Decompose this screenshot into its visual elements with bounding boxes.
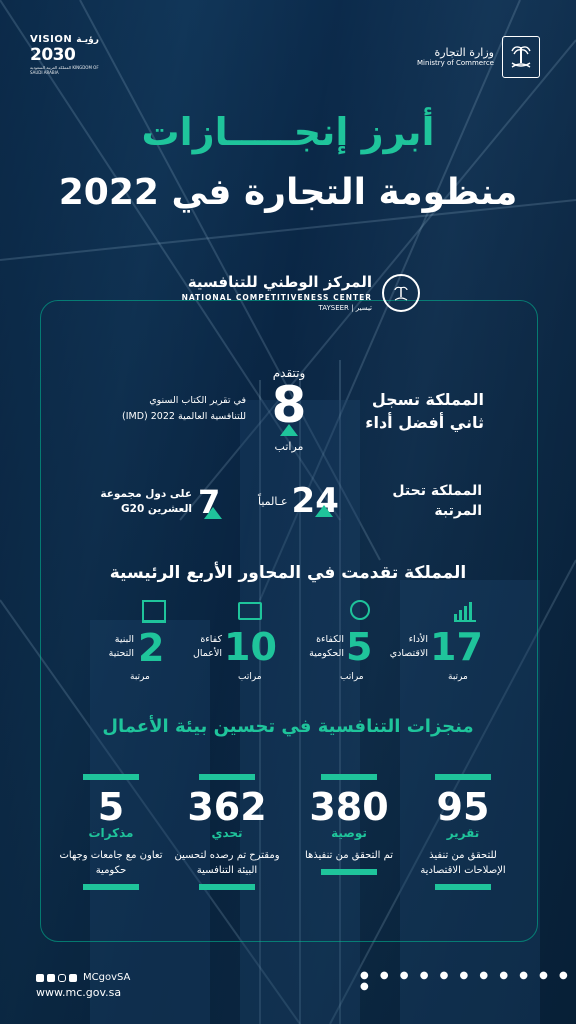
- ministry-logo: [417, 36, 540, 78]
- pillars-heading: المملكة تقدمت في المحاور الأربع الرئيسية: [109, 563, 467, 583]
- second-best-label: المملكة تسجل ثاني أفضل أداء: [365, 390, 484, 433]
- pillar-business: [224, 600, 284, 669]
- card-top-bar: [435, 774, 491, 780]
- briefcase-icon: [238, 602, 262, 620]
- achievement-challenges: [172, 770, 282, 894]
- achievement-recommendations-name: توصية: [331, 826, 367, 840]
- second-best-text: [334, 388, 484, 434]
- ncc-emblem-icon: [382, 274, 420, 312]
- pillar-economic-num: 17: [430, 625, 483, 669]
- gear-chart-icon: [350, 600, 370, 620]
- card-bottom-bar: [321, 869, 377, 875]
- footer-contact: [36, 972, 130, 999]
- twitter-icon[interactable]: [36, 974, 44, 982]
- achievement-recommendations-desc: تم التحقق من تنفيذها: [304, 850, 394, 861]
- ncc-logo: [160, 273, 420, 312]
- ministry-name-ar: وزارة التجارة: [434, 46, 494, 60]
- achievement-memos-num: 5: [97, 785, 125, 829]
- card-top-bar: [321, 774, 377, 780]
- building-icon: [142, 600, 166, 623]
- pillar-economic: [430, 600, 500, 669]
- g20-text: على دول مجموعة العشرين G20: [100, 487, 192, 515]
- chart-growth-icon: [454, 600, 476, 622]
- footer-dots-decoration: ● ● ● ● ● ● ● ● ● ● ● ●: [360, 970, 572, 992]
- up-arrow-icon: [280, 424, 298, 436]
- pillar-business-num: 10: [224, 625, 277, 669]
- card-bottom-bar: [199, 884, 255, 890]
- imd-text: في تقرير الكتاب السنوي للتنافسية العالمية 2022 (IMD): [121, 395, 246, 423]
- global-number: 24: [291, 481, 339, 521]
- pillar-infrastructure-label: البنية التحتية: [108, 634, 134, 660]
- advance-number: 8: [271, 376, 307, 434]
- youtube-icon[interactable]: [69, 974, 77, 982]
- ncc-name-en: NATIONAL COMPETITIVENESS CENTER: [181, 293, 372, 302]
- global-arrow-icon: [315, 505, 333, 517]
- g20-number: 7: [198, 483, 221, 521]
- instagram-icon[interactable]: [58, 974, 66, 982]
- pillar-infrastructure-unit: مرتبة: [130, 672, 150, 682]
- advance-block: [262, 366, 316, 453]
- footer-handle: MCgovSA: [83, 972, 131, 983]
- advance-unit: مراتب: [274, 440, 304, 453]
- achievement-recommendations: [294, 770, 404, 879]
- pillar-government-unit: مراتب: [340, 672, 364, 682]
- card-top-bar: [199, 774, 255, 780]
- ncc-tayseer: TAYSEER | تيسير: [318, 304, 372, 312]
- ministry-name-en: Ministry of Commerce: [417, 59, 494, 68]
- achievement-challenges-name: تحدي: [211, 826, 243, 840]
- advance-pre: وتتقدم: [272, 366, 306, 380]
- pillar-business-unit: مراتب: [238, 672, 262, 682]
- card-bottom-bar: [83, 884, 139, 890]
- global-rank: [258, 481, 358, 521]
- achievement-memos-desc: تعاون مع جامعات وجهات حكومية: [59, 850, 163, 876]
- title-line-2: منظومة التجارة في 2022: [58, 172, 518, 213]
- vision-subtitle: المملكة العربية السعودية KINGDOM OF SAUDI ARABIA: [30, 65, 99, 75]
- vision-year: 2030: [30, 45, 76, 65]
- achievement-reports: [408, 770, 518, 894]
- pillar-government-num: 5: [346, 625, 373, 669]
- achievement-reports-desc: للتحقق من تنفيذ الإصلاحات الاقتصادية: [420, 850, 506, 876]
- achievement-reports-name: تقرير: [446, 826, 480, 840]
- pillar-infrastructure-num: 2: [138, 626, 165, 670]
- achievement-memos-name: مذكرات: [88, 826, 134, 840]
- achievement-challenges-num: 362: [187, 785, 267, 829]
- vision-ar: رؤيـة: [76, 34, 99, 45]
- vision-label: VISION: [30, 34, 73, 45]
- achievement-reports-num: 95: [436, 785, 490, 829]
- g20-arrow-icon: [204, 507, 222, 519]
- achievement-recommendations-num: 380: [309, 785, 389, 829]
- rank-label: المملكة تحتل المرتبة: [392, 483, 482, 520]
- achievement-challenges-desc: ومقترح تم رصده لتحسين البيئة التنافسية: [174, 850, 280, 876]
- card-bottom-bar: [435, 884, 491, 890]
- achievement-memos: [56, 770, 166, 894]
- card-top-bar: [83, 774, 139, 780]
- global-unit: عـالمياً: [258, 494, 288, 508]
- vision-2030-logo: [30, 34, 100, 75]
- pillar-economic-unit: مرتبة: [448, 672, 468, 682]
- pillar-government-label: الكفاءة الحكومية: [309, 634, 344, 660]
- title-line-1: أبرز إنجـــــازات: [141, 110, 435, 154]
- facebook-icon[interactable]: [47, 974, 55, 982]
- pillar-infrastructure: [138, 600, 178, 670]
- achievements-heading: منجزات التنافسية في تحسين بيئة الأعمال: [102, 716, 474, 737]
- palm-swords-emblem-icon: [502, 36, 540, 78]
- footer-website[interactable]: www.mc.gov.sa: [36, 986, 122, 999]
- pillar-economic-label: الأداء الاقتصادي: [389, 634, 428, 660]
- pillar-government: [346, 600, 386, 669]
- pillar-business-label: كفاءة الأعمال: [192, 634, 222, 660]
- ncc-name-ar: المركز الوطني للتنافسية: [187, 273, 372, 291]
